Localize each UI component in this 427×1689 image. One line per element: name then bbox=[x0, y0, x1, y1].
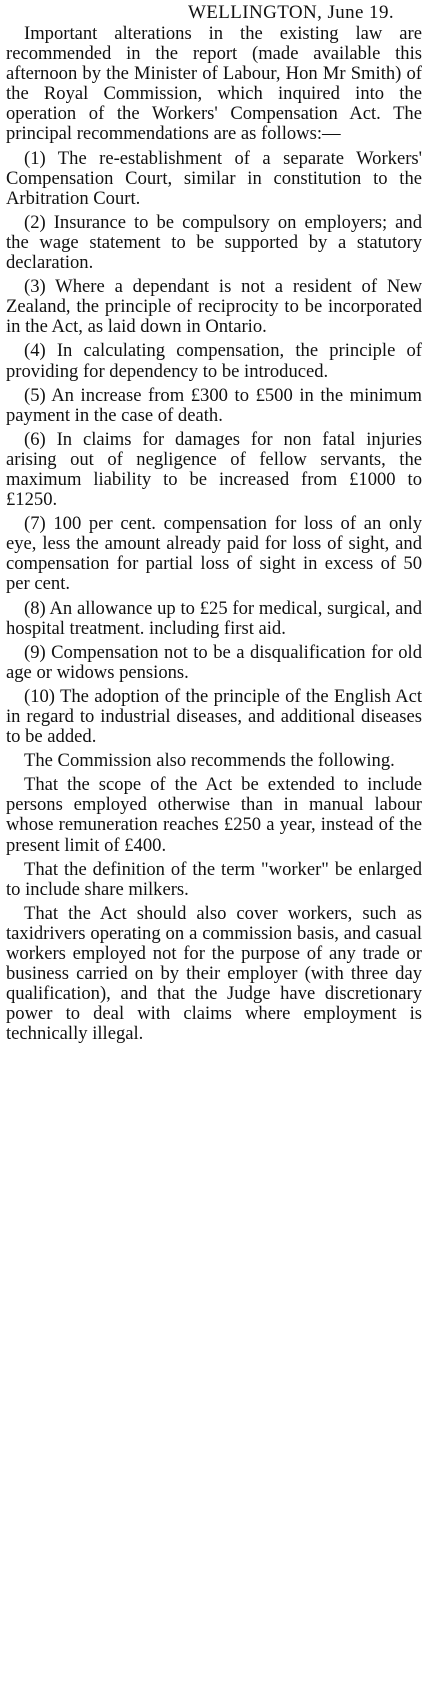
dateline: WELLINGTON, June 19. bbox=[187, 2, 394, 23]
paragraph-scope: That the scope of the Act be extended to include persons employed otherwise than in manual labour whose remuneration reaches £250 a year, instead of the present limit of £400. bbox=[6, 774, 422, 856]
recommendation-6: (6) In claims for damages for non fatal injuries arising out of negligence of fellow servants, the maximum liability to be increased from £1000 to £1250. bbox=[6, 428, 422, 511]
recommendation-10: (10) The adoption of the principle of the English Act in regard to industrial diseases, and additional diseases to be added. bbox=[6, 685, 422, 748]
newspaper-article bbox=[6, 2, 422, 1049]
paragraph-also-recommends: The Commission also recommends the following. bbox=[24, 750, 395, 772]
recommendation-8: (8) An allowance up to £25 for medical, surgical, and hospital treatment. including first aid. bbox=[6, 597, 422, 639]
recommendation-7: (7) 100 per cent. compensation for loss of an only eye, less the amount already paid for loss of sight, and compensation for partial loss of sight in excess of 50 per cent. bbox=[6, 513, 422, 595]
recommendation-5: (5) An increase from £300 to £500 in the minimum payment in the case of death. bbox=[6, 384, 422, 426]
recommendation-4: (4) In calculating compensation, the principle of providing for dependency to be introduced. bbox=[6, 340, 422, 382]
recommendation-1: (1) The re-establishment of a separate Workers' Compensation Court, similar in constitution to the Arbitration Court. bbox=[6, 147, 422, 209]
paragraph-worker-definition: That the definition of the term "worker" be enlarged to include share milkers. bbox=[6, 858, 422, 900]
recommendation-9: (9) Compensation not to be a disqualification for old age or widows pensions. bbox=[6, 641, 422, 683]
recommendation-3: (3) Where a dependant is not a resident of New Zealand, the principle of reciprocity to be incorporated in the Act, as laid down in Ontario. bbox=[6, 276, 422, 338]
paragraph-intro: Important alterations in the existing law are recommended in the report (made available this afternoon by the Minister of Labour, Hon Mr Smith) of the Royal Commission, which inquired into the operation of the Workers' Compensation Act. The principal recommendations are as follows:— bbox=[6, 23, 422, 145]
recommendation-2: (2) Insurance to be compulsory on employers; and the wage statement to be supported by a statutory declaration. bbox=[6, 211, 422, 274]
paragraph-coverage: That the Act should also cover workers, such as taxidrivers operating on a commission basis, and casual workers employed not for the purpose of any trade or business carried on by their employer (with three day qualification), and that the Judge have discretionary power to deal with claims where employment is technically illegal. bbox=[6, 902, 422, 1045]
